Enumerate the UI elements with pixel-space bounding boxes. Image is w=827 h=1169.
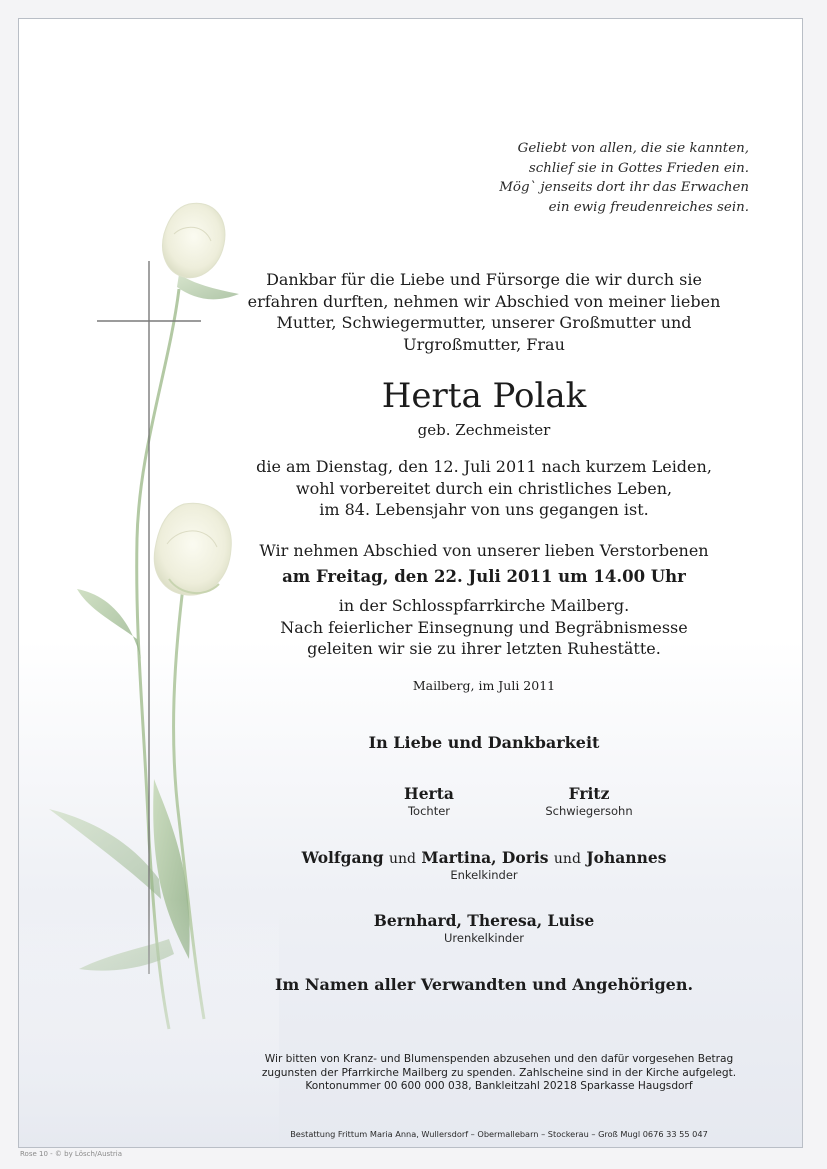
funeral-details (239, 595, 729, 660)
mourner-name: Herta (404, 784, 454, 803)
mourner-daughter (349, 784, 509, 819)
great-grandchildren-names: Bernhard, Theresa, Luise (373, 911, 595, 930)
place-date: Mailberg, im Juli 2011 (412, 678, 556, 693)
mourner-name: Fritz (568, 784, 610, 803)
funeral-date: am Freitag, den 22. Juli 2011 um 14.00 Uhr (282, 567, 686, 586)
mourner-role: Schwiegersohn (545, 804, 633, 818)
poem-line: Mög` jenseits dort ihr das Erwachen (499, 180, 749, 195)
image-credit: Rose 10 - © by Lösch/Austria (20, 1150, 123, 1158)
death-line: die am Dienstag, den 12. Juli 2011 nach kurzem Leiden, (256, 457, 712, 476)
funeral-detail-line: geleiten wir sie zu ihrer letzten Ruhestätte. (307, 639, 661, 658)
funeral-detail-line: Nach feierlicher Einsegnung und Begräbnismesse (280, 617, 688, 637)
donation-note (219, 1053, 779, 1094)
conjunction: und (553, 851, 581, 867)
intro-line: Urgroßmutter, Frau (403, 334, 565, 354)
poem-line: Geliebt von allen, die sie kannten, (517, 141, 749, 156)
conjunction: und (389, 851, 416, 867)
intro-line: Mutter, Schwiegermutter, unserer Großmutter und (276, 313, 692, 332)
maiden-name: geb. Zechmeister (417, 421, 551, 439)
note-line: zugunsten der Pfarrkirche Mailberg zu spenden. Zahlscheine sind in der Kirche aufgelegt. (261, 1066, 737, 1079)
poem-line: schlief sie in Gottes Frieden ein. (528, 160, 749, 176)
intro-line: erfahren durften, nehmen wir Abschied von meiner lieben (247, 291, 721, 311)
undertaker-footer: Bestattung Frittum Maria Anna, Wullersdorf – Obermallebarn – Stockerau – Groß Mugl 0676 33 55 047 (290, 1129, 708, 1139)
poem (419, 139, 749, 217)
intro-line: Dankbar für die Liebe und Fürsorge die wir durch sie (266, 270, 702, 289)
death-line: im 84. Lebensjahr von uns gegangen ist. (319, 500, 649, 519)
great-grandchildren-role: Urenkelkinder (443, 931, 525, 945)
grandchildren-role: Enkelkinder (450, 868, 518, 882)
grandchild-name: Johannes (586, 848, 667, 867)
obituary-card (18, 18, 803, 1148)
mourner-role: Tochter (407, 804, 451, 818)
grandchild-name: Martina, Doris (421, 848, 549, 867)
funeral-intro: Wir nehmen Abschied von unserer lieben Verstorbenen (259, 541, 709, 560)
grandchild-name: Wolfgang (301, 848, 384, 867)
closing-line: Im Namen aller Verwandten und Angehörigen. (274, 975, 694, 994)
death-line: wohl vorbereitet durch ein christliches Leben, (295, 478, 673, 498)
deceased-name: Herta Polak (381, 376, 587, 416)
note-line: Kontonummer 00 600 000 038, Bankleitzahl 20218 Sparkasse Haugsdorf (305, 1080, 693, 1093)
intro-text (239, 269, 729, 355)
poem-line: ein ewig freudenreiches sein. (548, 199, 749, 215)
thanks-heading: In Liebe und Dankbarkeit (368, 733, 600, 752)
mourner-son-in-law (509, 784, 669, 819)
note-line: Wir bitten von Kranz- und Blumenspenden abzusehen und den dafür vorgesehen Betrag (264, 1053, 734, 1065)
funeral-detail-line: in der Schlosspfarrkirche Mailberg. (338, 596, 630, 615)
death-notice (239, 456, 729, 521)
grandchildren-names (239, 848, 729, 869)
